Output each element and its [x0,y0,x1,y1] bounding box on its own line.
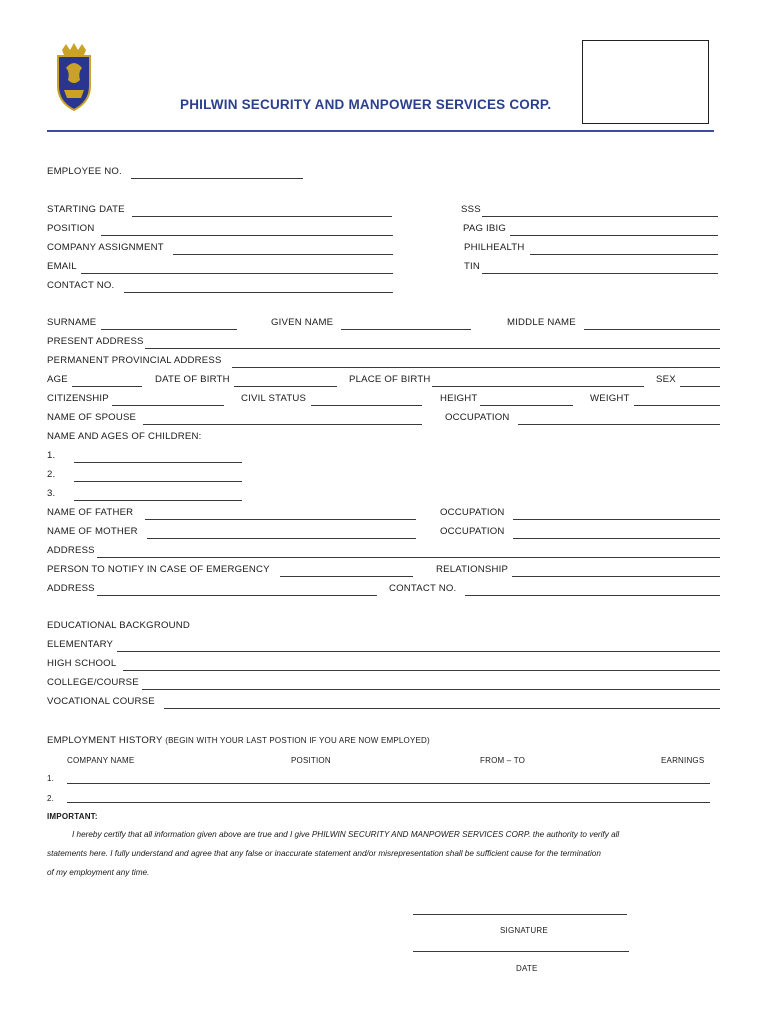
date-field[interactable] [413,951,629,952]
pob-field[interactable] [432,386,644,387]
contact-no-field[interactable] [124,292,393,293]
child-number: 3. [47,488,56,499]
high-school-label: HIGH SCHOOL [47,658,117,669]
employee-no-label: EMPLOYEE NO. [47,166,122,177]
column-company-name: COMPANY NAME [67,756,135,765]
tin-label: TIN [464,261,481,272]
starting-date-field[interactable] [132,216,392,217]
citizenship-label: CITIZENSHIP [47,393,109,404]
column-position: POSITION [291,756,331,765]
spouse-occupation-field[interactable] [518,424,720,425]
father-occupation-label: OCCUPATION [440,507,505,518]
signature-label: SIGNATURE [500,926,548,935]
employment-history-heading [47,735,430,747]
father-field[interactable] [145,519,416,520]
column-from-to: FROM – TO [480,756,526,765]
father-label: NAME OF FATHER [47,507,134,518]
vocational-field[interactable] [164,708,720,709]
company-assignment-label: COMPANY ASSIGNMENT [47,242,164,253]
surname-field[interactable] [101,329,237,330]
child-number: 2. [47,469,56,480]
emergency-person-field[interactable] [280,576,413,577]
address-label: ADDRESS [47,545,95,556]
civil-status-field[interactable] [311,405,422,406]
education-heading: EDUCATIONAL BACKGROUND [47,620,190,631]
elementary-label: ELEMENTARY [47,639,114,650]
relationship-field[interactable] [512,576,720,577]
mother-field[interactable] [147,538,416,539]
emergency-contact-label: CONTACT NO. [389,583,457,594]
email-field[interactable] [81,273,393,274]
weight-field[interactable] [634,405,720,406]
starting-date-label: STARTING DATE [47,204,125,215]
mother-occupation-field[interactable] [513,538,720,539]
middle-name-label: MIDDLE NAME [507,317,576,328]
employee-no-field[interactable] [131,178,303,179]
child-2-field[interactable] [74,481,242,482]
history-row-number: 2. [47,794,55,803]
sex-label: SEX [656,374,676,385]
signature-field[interactable] [413,914,627,915]
important-heading: IMPORTANT: [47,812,98,821]
emergency-person-label: PERSON TO NOTIFY IN CASE OF EMERGENCY [47,564,270,575]
position-field[interactable] [101,235,393,236]
vocational-label: VOCATIONAL COURSE [47,696,155,707]
shield-crest-logo-icon [48,42,100,114]
sss-label: SSS [461,204,481,215]
present-address-label: PRESENT ADDRESS [47,336,144,347]
civil-status-label: CIVIL STATUS [241,393,307,404]
present-address-field[interactable] [145,348,720,349]
employment-history-note: (BEGIN WITH YOUR LAST POSTION IF YOU ARE NOW EMPLOYED) [165,736,430,745]
header-divider [47,130,714,132]
history-row-2-field[interactable] [67,802,710,803]
company-title: PHILWIN SECURITY AND MANPOWER SERVICES CORP. [180,97,552,112]
age-label: AGE [47,374,68,385]
high-school-field[interactable] [123,670,720,671]
weight-label: WEIGHT [590,393,630,404]
employment-history-title: EMPLOYMENT HISTORY [47,735,163,746]
dob-field[interactable] [234,386,337,387]
child-1-field[interactable] [74,462,242,463]
mother-label: NAME OF MOTHER [47,526,138,537]
position-label: POSITION [47,223,95,234]
emergency-address-label: ADDRESS [47,583,95,594]
address-field[interactable] [97,557,720,558]
elementary-field[interactable] [117,651,720,652]
height-field[interactable] [480,405,573,406]
emergency-contact-field[interactable] [465,595,720,596]
philhealth-field[interactable] [530,254,718,255]
mother-occupation-label: OCCUPATION [440,526,505,537]
middle-name-field[interactable] [584,329,720,330]
child-3-field[interactable] [74,500,242,501]
pag-ibig-label: PAG IBIG [463,223,507,234]
date-label: DATE [516,964,538,973]
spouse-field[interactable] [143,424,422,425]
given-name-label: GIVEN NAME [271,317,334,328]
tin-field[interactable] [482,273,718,274]
college-field[interactable] [142,689,720,690]
age-field[interactable] [72,386,142,387]
contact-no-label: CONTACT NO. [47,280,115,291]
relationship-label: RELATIONSHIP [436,564,509,575]
certification-line-1: I hereby certify that all information given above are true and I give PHILWIN SECURITY AND MANPOWER SERVICES CORP. the authority to verify all [72,830,620,839]
history-row-number: 1. [47,774,55,783]
certification-line-3: of my employment any time. [47,868,150,877]
children-heading: NAME AND AGES OF CHILDREN: [47,431,202,442]
certification-line-2: statements here. I fully understand and agree that any false or inaccurate statement and/or misrepresentation shall be sufficient cause for the termination [47,849,601,858]
pob-label: PLACE OF BIRTH [349,374,431,385]
company-assignment-field[interactable] [173,254,393,255]
child-number: 1. [47,450,56,461]
surname-label: SURNAME [47,317,97,328]
pag-ibig-field[interactable] [510,235,718,236]
spouse-label: NAME OF SPOUSE [47,412,137,423]
emergency-address-field[interactable] [97,595,377,596]
history-row-1-field[interactable] [67,783,710,784]
photo-box[interactable] [582,40,709,124]
given-name-field[interactable] [341,329,471,330]
sex-field[interactable] [680,386,720,387]
email-label: EMAIL [47,261,77,272]
college-label: COLLEGE/COURSE [47,677,139,688]
column-earnings: EARNINGS [661,756,705,765]
spouse-occupation-label: OCCUPATION [445,412,510,423]
dob-label: DATE OF BIRTH [155,374,230,385]
citizenship-field[interactable] [112,405,224,406]
height-label: HEIGHT [440,393,478,404]
philhealth-label: PHILHEALTH [464,242,525,253]
sss-field[interactable] [482,216,718,217]
company-logo [48,42,100,114]
father-occupation-field[interactable] [513,519,720,520]
permanent-address-label: PERMANENT PROVINCIAL ADDRESS [47,355,222,366]
permanent-address-field[interactable] [232,367,720,368]
